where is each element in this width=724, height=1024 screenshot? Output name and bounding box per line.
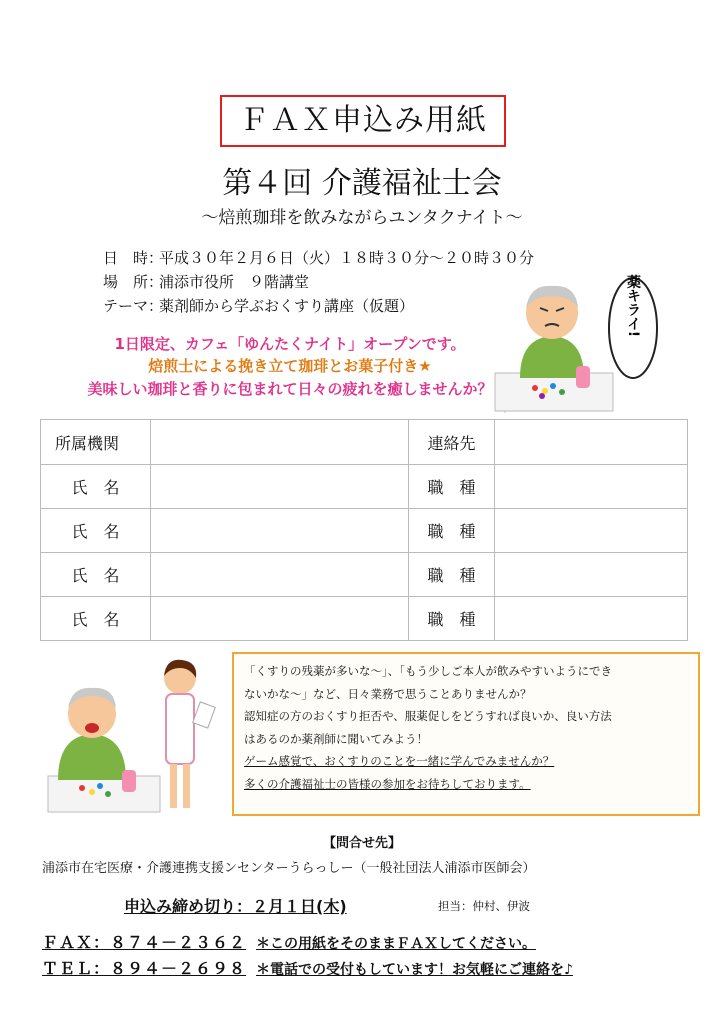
name-input[interactable] xyxy=(151,509,409,553)
name-label: 氏 名 xyxy=(41,597,151,641)
event-subtitle: ～焙煎珈琲を飲みながらユンタクナイト～ xyxy=(201,208,523,228)
detail-datetime xyxy=(103,248,534,268)
detail-label: 場 所： xyxy=(103,273,164,291)
name-label: 氏 名 xyxy=(41,465,151,509)
name-label: 氏 名 xyxy=(41,553,151,597)
form-row xyxy=(41,553,688,597)
patient-nurse-illustration xyxy=(40,648,230,818)
fax-title-box xyxy=(220,95,506,147)
fax-title: ＦＡＸ申込み用紙 xyxy=(239,103,487,138)
speech-bubble-text: 薬キライ! xyxy=(625,274,641,338)
speech-line: はあるのか薬剤師に聞いてみよう！ xyxy=(244,731,428,746)
nurse-uniform xyxy=(166,694,194,764)
job-label: 職 種 xyxy=(409,465,495,509)
deadline: 申込み締め切り：２月１日(木) xyxy=(124,897,347,916)
event-title: 第４回 介護福祉士会 xyxy=(222,166,502,201)
job-label: 職 種 xyxy=(409,509,495,553)
tel-number: ＴＥＬ：８９４－２６９８ xyxy=(42,959,247,978)
fax-line xyxy=(42,930,536,953)
tel-line xyxy=(42,956,573,979)
promo-line-3: 美味しい珈琲と香りに包まれて日々の疲れを癒しませんか？ xyxy=(87,380,493,398)
contact-heading: 【問合せ先】 xyxy=(322,836,401,851)
promo-line-2: 焙煎士による挽き立て珈琲とお菓子付き★ xyxy=(148,357,432,375)
speech-line: ないかな～」など、日々業務で思うことありませんか？ xyxy=(244,686,532,701)
staff-names: 担当：仲村、伊波 xyxy=(438,899,530,913)
table-surface xyxy=(48,776,160,812)
name-input[interactable] xyxy=(151,465,409,509)
form-header-row xyxy=(41,420,688,465)
fax-number: ＦＡＸ：８７４－２３６２ xyxy=(42,933,247,952)
detail-label: 日 時： xyxy=(103,249,164,267)
name-input[interactable] xyxy=(151,597,409,641)
speech-line: ゲーム感覚で、おくすりのことを一緒に学んでみませんか？ xyxy=(244,754,555,768)
medicine-bottle xyxy=(122,770,136,792)
detail-value: 平成３０年２月６日（火）１８時３０分～２０時３０分 xyxy=(159,249,535,267)
speech-line: 認知症の方のおくすり拒否や、服薬促しをどうすれば良いか、良い方法 xyxy=(244,709,612,723)
detail-label: テーマ： xyxy=(103,297,164,315)
job-input[interactable] xyxy=(495,553,688,597)
form-row xyxy=(41,597,688,641)
tel-note: ＊電話での受付もしています！お気軽にご連絡を♪ xyxy=(256,962,573,978)
contact-org: 浦添市在宅医療・介護連携支援ンセンターうらっしー（一般社団法人浦添市医師会） xyxy=(42,861,536,876)
name-label: 氏 名 xyxy=(41,509,151,553)
job-input[interactable] xyxy=(495,465,688,509)
form-row xyxy=(41,509,688,553)
form-row xyxy=(41,465,688,509)
affiliation-label: 所属機関 xyxy=(41,420,151,465)
contact-input[interactable] xyxy=(495,420,688,465)
job-input[interactable] xyxy=(495,509,688,553)
name-input[interactable] xyxy=(151,553,409,597)
job-label: 職 種 xyxy=(409,553,495,597)
detail-value: 薬剤師から学ぶおくすり講座（仮題） xyxy=(159,297,415,315)
green-shirt xyxy=(58,734,126,780)
affiliation-input[interactable] xyxy=(151,420,409,465)
contact-label: 連絡先 xyxy=(409,420,495,465)
promo-line-1: 1日限定、カフェ「ゆんたくナイト」オープンです。 xyxy=(114,335,466,353)
speech-line: 「くすりの残薬が多いな～」、「もう少しご本人が飲みやすいようにでき xyxy=(244,664,612,678)
fax-note: ＊この用紙をそのままＦＡＸしてください。 xyxy=(256,936,537,952)
speech-line: 多くの介護福祉士の皆様の参加をお待ちしております。 xyxy=(244,776,531,791)
speech-box xyxy=(232,652,700,816)
detail-value: 浦添市役所 ９階講堂 xyxy=(159,273,310,291)
application-form-table xyxy=(40,419,688,641)
detail-theme xyxy=(103,296,414,316)
job-label: 職 種 xyxy=(409,597,495,641)
job-input[interactable] xyxy=(495,597,688,641)
detail-place xyxy=(103,272,309,292)
clipboard xyxy=(193,702,216,728)
